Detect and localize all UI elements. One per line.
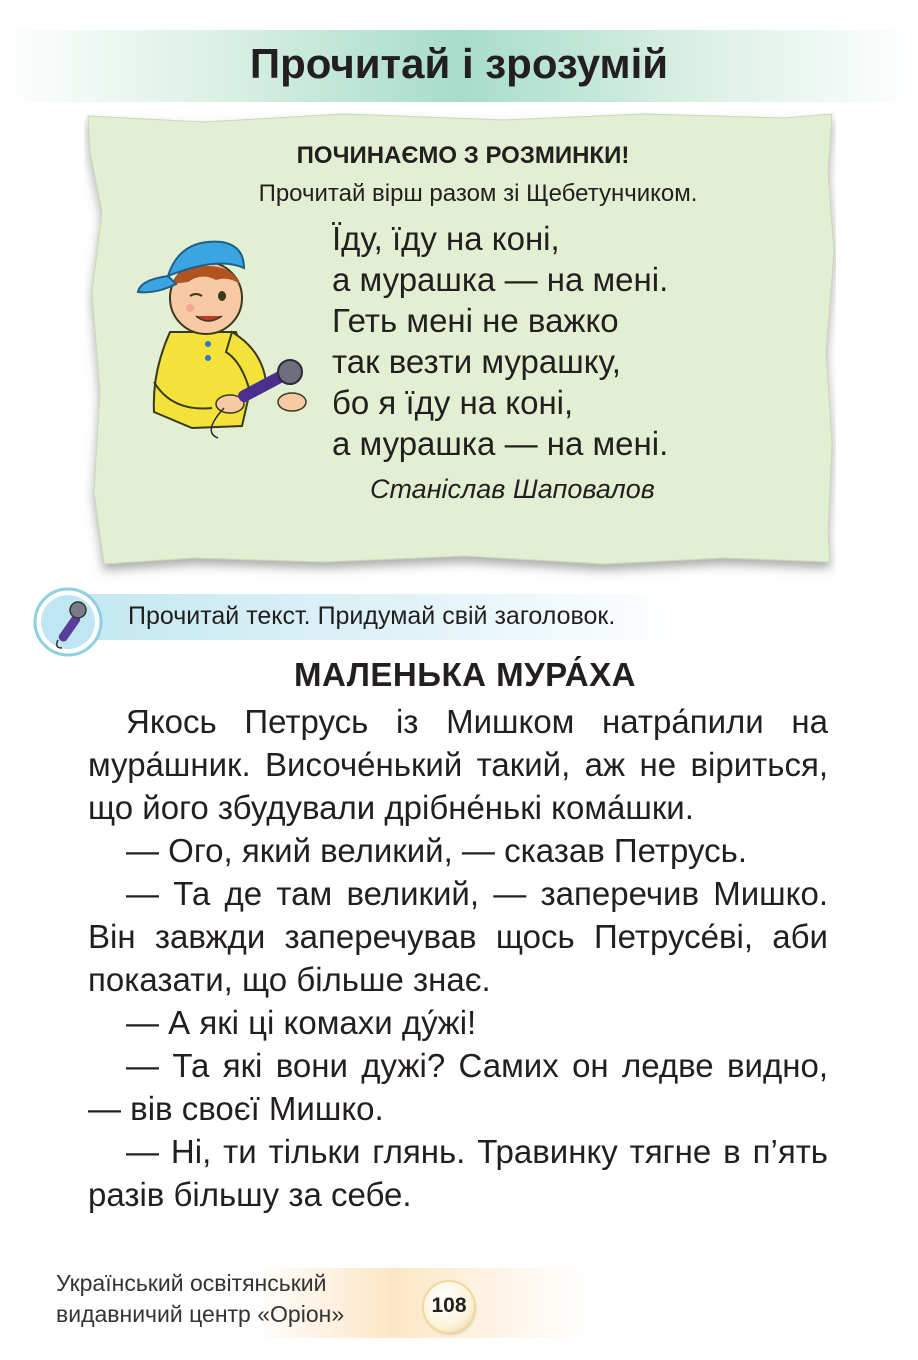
poem-line: Їду, їду на коні,: [332, 220, 560, 257]
boy-with-microphone-illustration: [132, 232, 322, 442]
story-text: [88, 700, 828, 1216]
poem-line: а мурашка — на мені.: [332, 425, 669, 462]
poem-line: Геть мені не важко: [332, 302, 619, 339]
publisher-line: видавничий центр «Оріон»: [56, 1301, 345, 1327]
story-paragraph: — Та які вони дужі? Самих он ледве видно, — вів своєї Мишко.: [88, 1047, 828, 1127]
publisher: [56, 1268, 344, 1330]
microphone-icon: [32, 586, 104, 658]
story-paragraph: — Ні, ти тільки глянь. Травинку тягне в п’ять разів більшу за себе.: [88, 1133, 828, 1213]
poem-author: Станіслав Шаповалов: [370, 474, 655, 504]
poem-line: а мурашка — на мені.: [332, 261, 669, 298]
warmup-heading: ПОЧИНАЄМО З РОЗМИНКИ!: [296, 142, 630, 169]
page-number: 108: [431, 1294, 467, 1317]
poem: [332, 218, 668, 464]
task-instruction: Прочитай текст. Придумай свій заголовок.: [128, 602, 616, 630]
story-paragraph: Якось Петрусь із Мишком натра́пили на мура́шник. Височе́нький такий, аж не віриться, що його збудували дрібне́нькі кома́шки.: [88, 703, 828, 826]
story-paragraph: — А які ці комахи ду́жі!: [126, 1004, 477, 1041]
story-paragraph: — Ого, який великий, — сказав Петрусь.: [126, 832, 747, 869]
page-number-badge: [424, 1282, 474, 1332]
poem-line: так везти мурашку,: [332, 343, 621, 380]
poem-line: бо я їду на коні,: [332, 384, 574, 421]
page-title: Прочитай і зрозумій: [249, 40, 669, 87]
warmup-instruction: Прочитай вірш разом зі Щебетунчиком.: [258, 180, 698, 207]
story-paragraph: — Та де там великий, — заперечив Мишко. Він завжди заперечував щось Петрусе́ві, аби показати, що більше знає.: [88, 875, 828, 998]
story-title: МАЛЕНЬКА МУРА́ХА: [294, 656, 636, 693]
publisher-line: Український освітянський: [56, 1270, 327, 1296]
